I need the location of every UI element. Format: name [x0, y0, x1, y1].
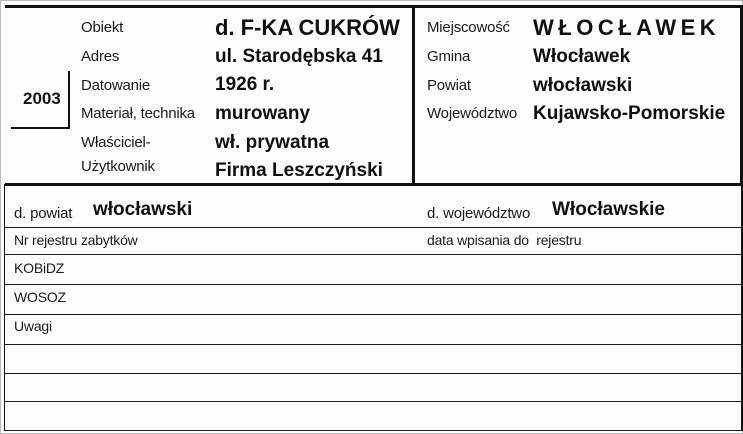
row-line-7 — [5, 401, 743, 402]
label-d-powiat: d. powiat — [14, 205, 73, 222]
row-line-5 — [5, 344, 743, 345]
label-uzytkownik: Użytkownik — [81, 158, 155, 175]
label-material-technika: Materiał, technika — [81, 105, 195, 122]
label-powiat: Powiat — [427, 77, 471, 94]
label-wlasciciel: Właściciel- — [81, 134, 151, 151]
label-kobidz: KOBiDZ — [14, 260, 65, 276]
row-line-3 — [5, 284, 743, 285]
header-bottom-border — [5, 183, 743, 186]
label-adres: Adres — [81, 48, 120, 65]
label-wojewodztwo: Województwo — [427, 105, 518, 122]
row-line-8 — [5, 430, 743, 431]
lower-left-edge — [4, 184, 5, 431]
value-obiekt: d. F-KA CUKRÓW — [215, 15, 400, 40]
value-d-powiat: włocławski — [93, 199, 193, 220]
left-section-divider — [412, 5, 415, 185]
value-gmina: Włocławek — [533, 46, 631, 67]
label-wosoz: WOSOZ — [14, 289, 66, 305]
row-line-1 — [5, 227, 743, 228]
label-d-wojewodztwo: d. województwo — [427, 205, 531, 222]
value-adres: ul. Starodębska 41 — [215, 46, 383, 67]
label-datowanie: Datowanie — [81, 77, 151, 94]
row-line-4 — [5, 314, 743, 315]
value-d-wojewodztwo: Włocławskie — [552, 199, 665, 220]
value-wlasciciel: wł. prywatna — [215, 132, 330, 153]
label-data-wpisania: data wpisania do rejestru — [427, 232, 582, 248]
row-line-6 — [5, 373, 743, 374]
number-box-bottom-line — [11, 127, 70, 129]
row-line-2 — [5, 254, 743, 255]
number-box-right-line — [68, 71, 70, 129]
label-obiekt: Obiekt — [81, 19, 124, 36]
label-uwagi: Uwagi — [14, 318, 52, 334]
value-material: murowany — [215, 103, 311, 124]
top-border — [5, 5, 741, 8]
label-gmina: Gmina — [427, 48, 471, 65]
value-wojewodztwo: Kujawsko-Pomorskie — [533, 103, 726, 124]
value-powiat: włocławski — [533, 75, 633, 96]
value-miejscowosc: WŁOCŁAWEK — [533, 15, 721, 40]
label-nr-rejestru: Nr rejestru zabytków — [14, 232, 138, 248]
label-miejscowosc: Miejscowość — [427, 19, 510, 36]
value-datowanie: 1926 r. — [215, 74, 275, 95]
card-number: 2003 — [23, 89, 61, 108]
value-uzytkownik: Firma Leszczyński — [215, 160, 383, 181]
